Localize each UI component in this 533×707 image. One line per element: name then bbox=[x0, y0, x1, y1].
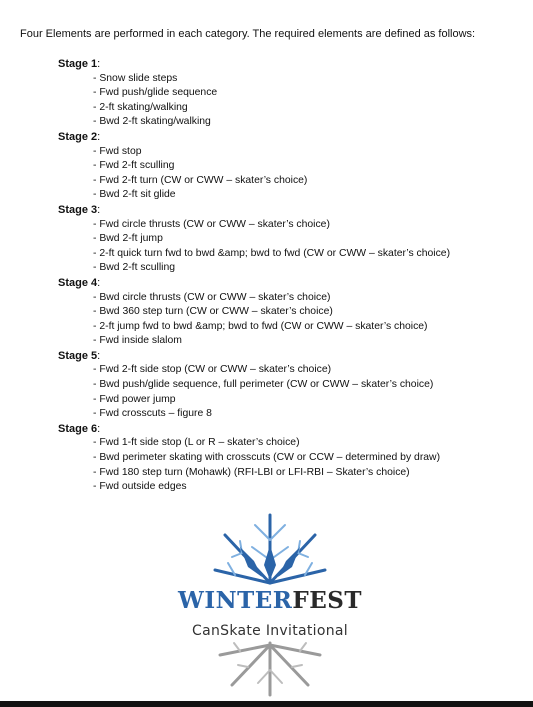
bottom-bar bbox=[0, 701, 533, 707]
stage-element: - Fwd 1-ft side stop (L or R – skater’s choice) bbox=[93, 437, 300, 449]
stage-label: Stage 4 bbox=[58, 276, 98, 289]
stage-element: - 2-ft jump fwd to bwd &amp; bwd to fwd (CW or CWW – skater’s choice) bbox=[93, 320, 428, 332]
stage-element: - Fwd 2-ft turn (CW or CWW – skater’s choice) bbox=[93, 174, 308, 186]
intro-text: Four Elements are performed in each category. The required elements are defined as follows: bbox=[20, 28, 476, 40]
stages-list bbox=[0, 57, 533, 495]
stage-element: - Fwd crosscuts – figure 8 bbox=[93, 408, 212, 420]
stage-element: - Fwd power jump bbox=[93, 393, 176, 405]
stage-element: - Fwd inside slalom bbox=[93, 335, 182, 347]
stage-element: - Fwd 2-ft side stop (CW or CWW – skater’s choice) bbox=[93, 364, 332, 376]
logo-title-part1: WINTER bbox=[178, 587, 293, 614]
stage-label: Stage 1 bbox=[58, 58, 98, 70]
stage-element: - Bwd 2-ft jump bbox=[93, 233, 163, 245]
stage-element: - Bwd circle thrusts (CW or CWW – skater’s choice) bbox=[93, 291, 331, 303]
winterfest-logo bbox=[170, 505, 370, 700]
stage-element: - 2-ft skating/walking bbox=[93, 101, 188, 113]
stage-element: - Fwd circle thrusts (CW or CWW – skater’s choice) bbox=[93, 218, 330, 230]
logo-title bbox=[170, 587, 370, 614]
stage-element: - Bwd perimeter skating with crosscuts (CW or CCW – determined by draw) bbox=[93, 452, 441, 464]
stage-header: Stage 1: bbox=[58, 58, 101, 70]
stage-element: - Fwd outside edges bbox=[93, 481, 187, 493]
stage-element: - Fwd 2-ft sculling bbox=[93, 160, 175, 172]
logo-subtitle: CanSkate Invitational bbox=[192, 623, 348, 639]
stage-element: - Bwd 2-ft sit glide bbox=[93, 189, 176, 201]
logo-title-part2: FEST bbox=[292, 587, 362, 614]
stage-element: - Fwd push/glide sequence bbox=[93, 87, 218, 99]
stage-5 bbox=[0, 349, 533, 422]
stage-6 bbox=[0, 422, 533, 495]
stage-header: Stage 5: bbox=[58, 349, 101, 362]
stage-label: Stage 2 bbox=[58, 130, 98, 143]
stage-element: - Bwd 360 step turn (CW or CWW – skater’s choice) bbox=[93, 306, 333, 318]
stage-element: - Bwd 2-ft sculling bbox=[93, 262, 175, 274]
stage-label: Stage 6 bbox=[58, 422, 98, 435]
stage-3 bbox=[0, 203, 533, 276]
stage-header: Stage 6: bbox=[58, 422, 101, 435]
stage-header: Stage 2: bbox=[58, 130, 101, 143]
stage-element: - Bwd push/glide sequence, full perimeter (CW or CWW – skater’s choice) bbox=[93, 379, 434, 391]
stage-1 bbox=[0, 57, 533, 130]
stage-label: Stage 3 bbox=[58, 203, 98, 216]
stage-element: - 2-ft quick turn fwd to bwd &amp; bwd to fwd (CW or CWW – skater’s choice) bbox=[93, 247, 451, 259]
stage-header: Stage 3: bbox=[58, 203, 101, 216]
stage-element: - Bwd 2-ft skating/walking bbox=[93, 116, 211, 128]
stage-header: Stage 4: bbox=[58, 276, 101, 289]
stage-element: - Fwd 180 step turn (Mohawk) (RFI-LBI or LFI-RBI – Skater’s choice) bbox=[93, 466, 410, 478]
stage-2 bbox=[0, 130, 533, 203]
stage-label: Stage 5 bbox=[58, 349, 98, 362]
stage-element: - Fwd stop bbox=[93, 145, 142, 157]
stage-element: - Snow slide steps bbox=[93, 72, 178, 84]
stage-4 bbox=[0, 276, 533, 349]
